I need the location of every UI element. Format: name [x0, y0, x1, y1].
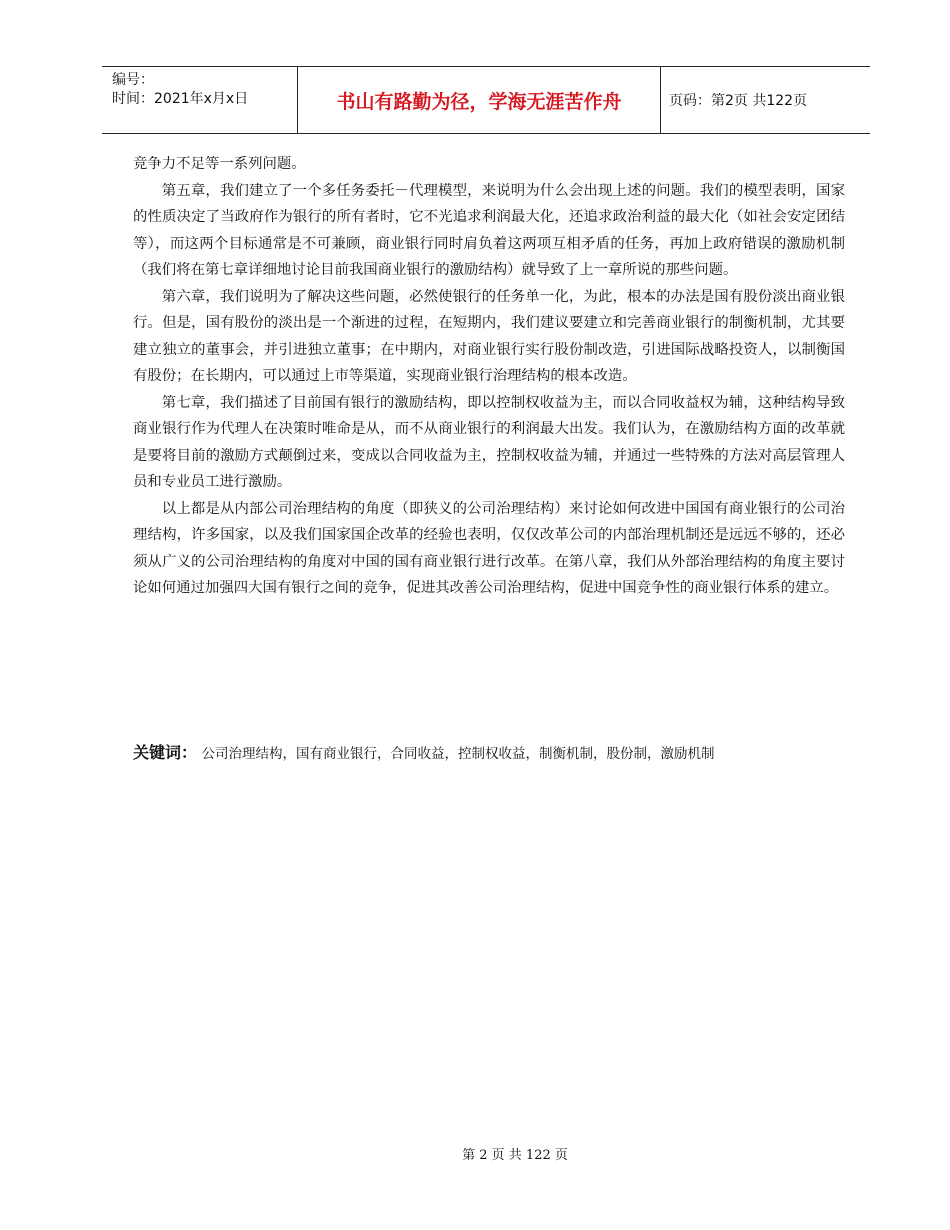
header-meta — [102, 67, 298, 133]
paragraph-chapter-8: 以上都是从内部公司治理结构的角度（即狭义的公司治理结构）来讨论如何改进中国国有商业银行的公司治理结构，许多国家，以及我们国家国企改革的经验也表明，仅仅改革公司的内部治理机制还是远远不够的，还必须从广义的公司治理结构的角度对中国的国有商业银行进行改革。在第八章，我们从外部治理结构的角度主要讨论如何通过加强四大国有银行之间的竞争，促进其改善公司治理结构，促进中国竞争性的商业银行体系的建立。 — [133, 500, 845, 596]
date-label: 时间：2021年x月x日 — [112, 91, 249, 107]
keywords-line — [133, 739, 893, 768]
keywords-label: 关键词： — [133, 743, 198, 762]
page-header — [102, 66, 870, 134]
paragraph-chapter-7: 第七章，我们描述了目前国有银行的激励结构，即以控制权收益为主，而以合同收益权为辅，这种结构导致商业银行作为代理人在决策时唯命是从，而不从商业银行的利润最大出发。我们认为，在激励结构方面的改革就是要将目前的激励方式颠倒过来，变成以合同收益为主，控制权收益为辅，并通过一些特殊的方法对高层管理人员和专业员工进行激励。 — [133, 394, 845, 490]
paragraph-continuation: 竞争力不足等一系列问题。 — [133, 156, 306, 172]
document-body — [133, 151, 845, 602]
header-motto: 书山有路勤为径，学海无涯苦作舟 — [298, 67, 661, 133]
page-footer: 第 2 页 共 122 页 — [462, 1148, 568, 1163]
header-page-number: 页码：第2页 共122页 — [669, 93, 808, 109]
keywords-list: 公司治理结构，国有商业银行，合同收益，控制权收益，制衡机制，股份制，激励机制 — [201, 746, 715, 762]
serial-number-label: 编号： — [112, 72, 154, 88]
paragraph-chapter-6: 第六章，我们说明为了解决这些问题，必然使银行的任务单一化，为此，根本的办法是国有股份淡出商业银行。但是，国有股份的淡出是一个渐进的过程，在短期内，我们建议要建立和完善商业银行的制衡机制，尤其要建立独立的董事会，并引进独立董事；在中期内，对商业银行实行股份制改造，引进国际战略投资人，以制衡国有股份；在长期内，可以通过上市等渠道，实现商业银行治理结构的根本改造。 — [133, 288, 845, 384]
paragraph-chapter-5: 第五章，我们建立了一个多任务委托－代理模型，来说明为什么会出现上述的问题。我们的模型表明，国家的性质决定了当政府作为银行的所有者时，它不光追求利润最大化，还追求政治利益的最大化（如社会安定团结等），而这两个目标通常是不可兼顾，商业银行同时肩负着这两项互相矛盾的任务，再加上政府错误的激励机制（我们将在第七章详细地讨论目前我国商业银行的激励结构）就导致了上一章所说的那些问题。 — [133, 182, 845, 278]
